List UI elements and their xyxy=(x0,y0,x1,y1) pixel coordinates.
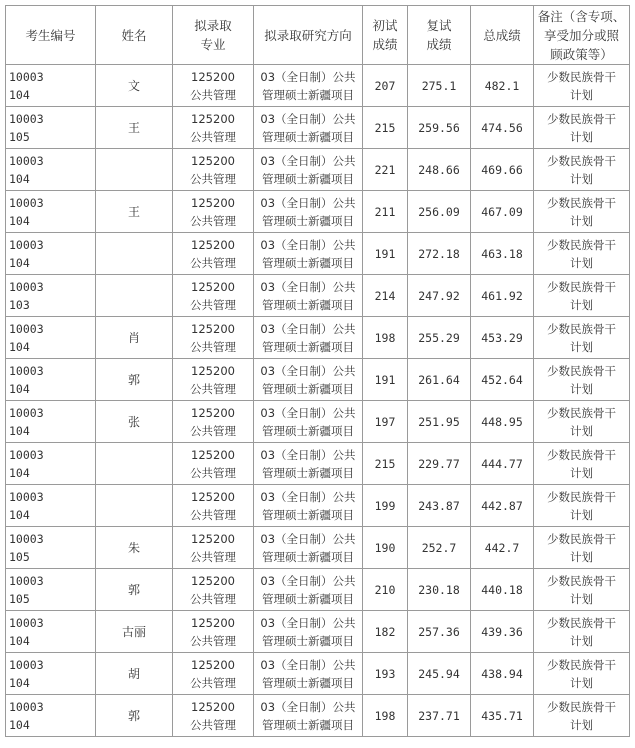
cell-total-score: 474.56 xyxy=(471,107,534,149)
cell-retest-score: 252.7 xyxy=(408,527,471,569)
table-row xyxy=(6,611,630,653)
cell-total-score: 467.09 xyxy=(471,191,534,233)
cell-total-score: 440.18 xyxy=(471,569,534,611)
cell-direction: 03（全日制）公共 管理硕士新疆项目 xyxy=(254,485,363,527)
cell-retest-score: 237.71 xyxy=(408,695,471,737)
cell-retest-score: 259.56 xyxy=(408,107,471,149)
cell-candidate-id: 10003 104 xyxy=(6,485,96,527)
cell-retest-score: 251.95 xyxy=(408,401,471,443)
cell-total-score: 461.92 xyxy=(471,275,534,317)
cell-name xyxy=(96,149,173,191)
cell-retest-score: 256.09 xyxy=(408,191,471,233)
cell-name: 郭 xyxy=(96,569,173,611)
cell-direction: 03（全日制）公共 管理硕士新疆项目 xyxy=(254,569,363,611)
cell-total-score: 438.94 xyxy=(471,653,534,695)
cell-major: 125200 公共管理 xyxy=(173,695,254,737)
cell-name xyxy=(96,443,173,485)
cell-total-score: 442.87 xyxy=(471,485,534,527)
cell-name: 王 xyxy=(96,191,173,233)
table-row xyxy=(6,569,630,611)
cell-retest-score: 243.87 xyxy=(408,485,471,527)
cell-initial-score: 197 xyxy=(363,401,408,443)
cell-retest-score: 275.1 xyxy=(408,65,471,107)
cell-direction: 03（全日制）公共 管理硕士新疆项目 xyxy=(254,653,363,695)
cell-name xyxy=(96,233,173,275)
cell-total-score: 482.1 xyxy=(471,65,534,107)
cell-candidate-id: 10003 104 xyxy=(6,317,96,359)
cell-note: 少数民族骨干 计划 xyxy=(534,695,630,737)
cell-note: 少数民族骨干 计划 xyxy=(534,443,630,485)
cell-major: 125200 公共管理 xyxy=(173,653,254,695)
cell-direction: 03（全日制）公共 管理硕士新疆项目 xyxy=(254,443,363,485)
cell-total-score: 444.77 xyxy=(471,443,534,485)
cell-major: 125200 公共管理 xyxy=(173,611,254,653)
cell-candidate-id: 10003 104 xyxy=(6,359,96,401)
cell-note: 少数民族骨干 计划 xyxy=(534,65,630,107)
cell-name: 郭 xyxy=(96,695,173,737)
cell-note: 少数民族骨干 计划 xyxy=(534,149,630,191)
cell-major: 125200 公共管理 xyxy=(173,191,254,233)
cell-major: 125200 公共管理 xyxy=(173,107,254,149)
cell-initial-score: 193 xyxy=(363,653,408,695)
cell-total-score: 439.36 xyxy=(471,611,534,653)
cell-note: 少数民族骨干 计划 xyxy=(534,317,630,359)
cell-initial-score: 221 xyxy=(363,149,408,191)
cell-retest-score: 248.66 xyxy=(408,149,471,191)
cell-direction: 03（全日制）公共 管理硕士新疆项目 xyxy=(254,191,363,233)
cell-initial-score: 198 xyxy=(363,317,408,359)
cell-note: 少数民族骨干 计划 xyxy=(534,359,630,401)
cell-total-score: 463.18 xyxy=(471,233,534,275)
cell-direction: 03（全日制）公共 管理硕士新疆项目 xyxy=(254,65,363,107)
cell-note: 少数民族骨干 计划 xyxy=(534,401,630,443)
cell-candidate-id: 10003 104 xyxy=(6,611,96,653)
cell-name: 肖 xyxy=(96,317,173,359)
header-name: 姓名 xyxy=(96,6,173,65)
table-row xyxy=(6,653,630,695)
cell-major: 125200 公共管理 xyxy=(173,527,254,569)
cell-direction: 03（全日制）公共 管理硕士新疆项目 xyxy=(254,359,363,401)
cell-name xyxy=(96,485,173,527)
cell-note: 少数民族骨干 计划 xyxy=(534,275,630,317)
cell-major: 125200 公共管理 xyxy=(173,401,254,443)
cell-note: 少数民族骨干 计划 xyxy=(534,485,630,527)
cell-direction: 03（全日制）公共 管理硕士新疆项目 xyxy=(254,149,363,191)
cell-name: 王 xyxy=(96,107,173,149)
cell-note: 少数民族骨干 计划 xyxy=(534,653,630,695)
cell-candidate-id: 10003 105 xyxy=(6,569,96,611)
cell-note: 少数民族骨干 计划 xyxy=(534,191,630,233)
cell-retest-score: 261.64 xyxy=(408,359,471,401)
table-row xyxy=(6,65,630,107)
cell-initial-score: 191 xyxy=(363,233,408,275)
cell-retest-score: 230.18 xyxy=(408,569,471,611)
table-row xyxy=(6,233,630,275)
table-row xyxy=(6,107,630,149)
cell-total-score: 453.29 xyxy=(471,317,534,359)
cell-total-score: 448.95 xyxy=(471,401,534,443)
cell-direction: 03（全日制）公共 管理硕士新疆项目 xyxy=(254,317,363,359)
cell-candidate-id: 10003 104 xyxy=(6,191,96,233)
cell-direction: 03（全日制）公共 管理硕士新疆项目 xyxy=(254,611,363,653)
table-row xyxy=(6,149,630,191)
cell-initial-score: 215 xyxy=(363,107,408,149)
table-row xyxy=(6,527,630,569)
cell-initial-score: 191 xyxy=(363,359,408,401)
cell-major: 125200 公共管理 xyxy=(173,233,254,275)
cell-name: 文 xyxy=(96,65,173,107)
header-major: 拟录取 专业 xyxy=(173,6,254,65)
cell-note: 少数民族骨干 计划 xyxy=(534,527,630,569)
cell-note: 少数民族骨干 计划 xyxy=(534,569,630,611)
cell-candidate-id: 10003 104 xyxy=(6,695,96,737)
cell-candidate-id: 10003 104 xyxy=(6,149,96,191)
cell-total-score: 452.64 xyxy=(471,359,534,401)
cell-retest-score: 229.77 xyxy=(408,443,471,485)
cell-total-score: 469.66 xyxy=(471,149,534,191)
cell-direction: 03（全日制）公共 管理硕士新疆项目 xyxy=(254,233,363,275)
cell-name: 古丽 xyxy=(96,611,173,653)
cell-note: 少数民族骨干 计划 xyxy=(534,233,630,275)
header-direction: 拟录取研究方向 xyxy=(254,6,363,65)
header-total: 总成绩 xyxy=(471,6,534,65)
cell-note: 少数民族骨干 计划 xyxy=(534,611,630,653)
cell-candidate-id: 10003 104 xyxy=(6,653,96,695)
cell-direction: 03（全日制）公共 管理硕士新疆项目 xyxy=(254,695,363,737)
cell-retest-score: 245.94 xyxy=(408,653,471,695)
cell-major: 125200 公共管理 xyxy=(173,443,254,485)
table-row xyxy=(6,695,630,737)
header-initial: 初试 成绩 xyxy=(363,6,408,65)
table-body xyxy=(6,65,630,737)
cell-initial-score: 182 xyxy=(363,611,408,653)
cell-candidate-id: 10003 104 xyxy=(6,65,96,107)
header-note: 备注（含专项、 享受加分或照 顾政策等） xyxy=(534,6,630,65)
cell-initial-score: 199 xyxy=(363,485,408,527)
cell-name: 张 xyxy=(96,401,173,443)
cell-direction: 03（全日制）公共 管理硕士新疆项目 xyxy=(254,107,363,149)
cell-name: 朱 xyxy=(96,527,173,569)
cell-major: 125200 公共管理 xyxy=(173,275,254,317)
header-row xyxy=(6,6,630,65)
cell-direction: 03（全日制）公共 管理硕士新疆项目 xyxy=(254,401,363,443)
cell-name xyxy=(96,275,173,317)
cell-candidate-id: 10003 104 xyxy=(6,233,96,275)
cell-major: 125200 公共管理 xyxy=(173,65,254,107)
cell-candidate-id: 10003 105 xyxy=(6,527,96,569)
header-retest: 复试 成绩 xyxy=(408,6,471,65)
cell-total-score: 442.7 xyxy=(471,527,534,569)
cell-note: 少数民族骨干 计划 xyxy=(534,107,630,149)
cell-name: 郭 xyxy=(96,359,173,401)
cell-initial-score: 207 xyxy=(363,65,408,107)
header-id: 考生编号 xyxy=(6,6,96,65)
table-row xyxy=(6,317,630,359)
cell-retest-score: 247.92 xyxy=(408,275,471,317)
cell-direction: 03（全日制）公共 管理硕士新疆项目 xyxy=(254,275,363,317)
cell-candidate-id: 10003 103 xyxy=(6,275,96,317)
cell-major: 125200 公共管理 xyxy=(173,569,254,611)
cell-initial-score: 215 xyxy=(363,443,408,485)
cell-major: 125200 公共管理 xyxy=(173,149,254,191)
cell-major: 125200 公共管理 xyxy=(173,485,254,527)
cell-candidate-id: 10003 104 xyxy=(6,401,96,443)
table-row xyxy=(6,485,630,527)
cell-retest-score: 272.18 xyxy=(408,233,471,275)
cell-total-score: 435.71 xyxy=(471,695,534,737)
table-row xyxy=(6,275,630,317)
cell-major: 125200 公共管理 xyxy=(173,359,254,401)
table-row xyxy=(6,401,630,443)
cell-retest-score: 255.29 xyxy=(408,317,471,359)
cell-initial-score: 211 xyxy=(363,191,408,233)
cell-initial-score: 210 xyxy=(363,569,408,611)
cell-candidate-id: 10003 104 xyxy=(6,443,96,485)
cell-initial-score: 214 xyxy=(363,275,408,317)
cell-major: 125200 公共管理 xyxy=(173,317,254,359)
admission-table xyxy=(5,5,630,737)
cell-name: 胡 xyxy=(96,653,173,695)
cell-candidate-id: 10003 105 xyxy=(6,107,96,149)
table-row xyxy=(6,191,630,233)
cell-direction: 03（全日制）公共 管理硕士新疆项目 xyxy=(254,527,363,569)
cell-initial-score: 198 xyxy=(363,695,408,737)
cell-initial-score: 190 xyxy=(363,527,408,569)
table-row xyxy=(6,359,630,401)
cell-retest-score: 257.36 xyxy=(408,611,471,653)
table-row xyxy=(6,443,630,485)
